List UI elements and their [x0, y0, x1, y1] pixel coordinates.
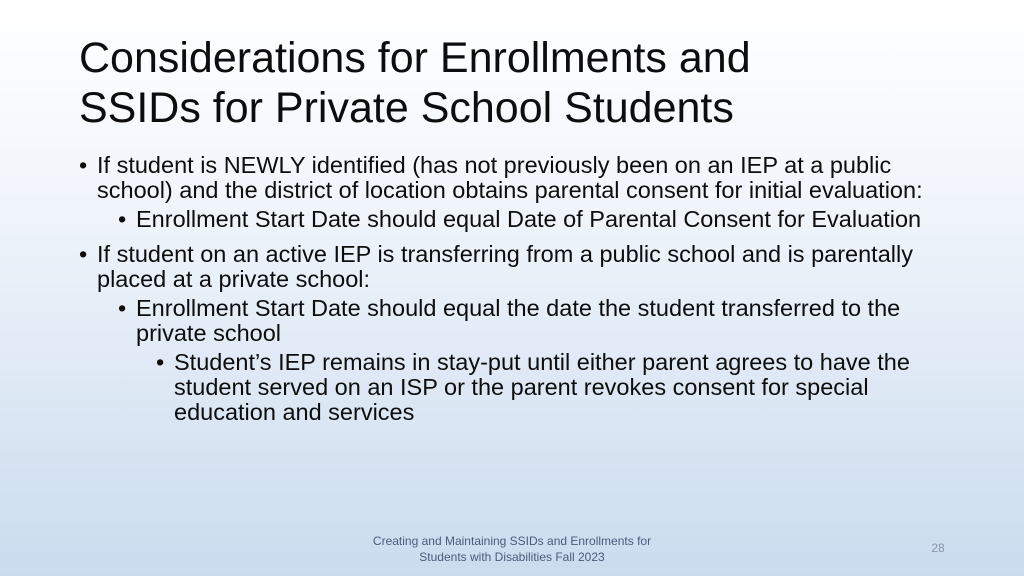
bullet-list	[78, 153, 958, 425]
bullet-item: • If student is NEWLY identified (has not previously been on an IEP at a public school) and the district of location obtains parental consent for initial evaluation:	[97, 153, 958, 203]
page-number: 28	[931, 541, 945, 555]
sub-bullet-item: • Enrollment Start Date should equal Date of Parental Consent for Evaluation	[136, 207, 958, 232]
slide-footer	[350, 533, 674, 565]
title-line-2: SSIDs for Private School Students	[79, 84, 734, 132]
sub-bullet-item: • Enrollment Start Date should equal the date the student transferred to the private school	[136, 296, 958, 346]
bullet-item: • If student on an active IEP is transferring from a public school and is parentally placed at a private school:	[97, 242, 958, 292]
sub-sub-bullet-item: • Student’s IEP remains in stay-put until either parent agrees to have the student served on an ISP or the parent revokes consent for special education and services	[174, 350, 958, 425]
slide-title	[79, 33, 979, 133]
title-line-1: Considerations for Enrollments and	[79, 34, 751, 82]
footer-line-2: Students with Disabilities Fall 2023	[419, 550, 605, 564]
footer-line-1: Creating and Maintaining SSIDs and Enrollments for	[372, 534, 652, 548]
